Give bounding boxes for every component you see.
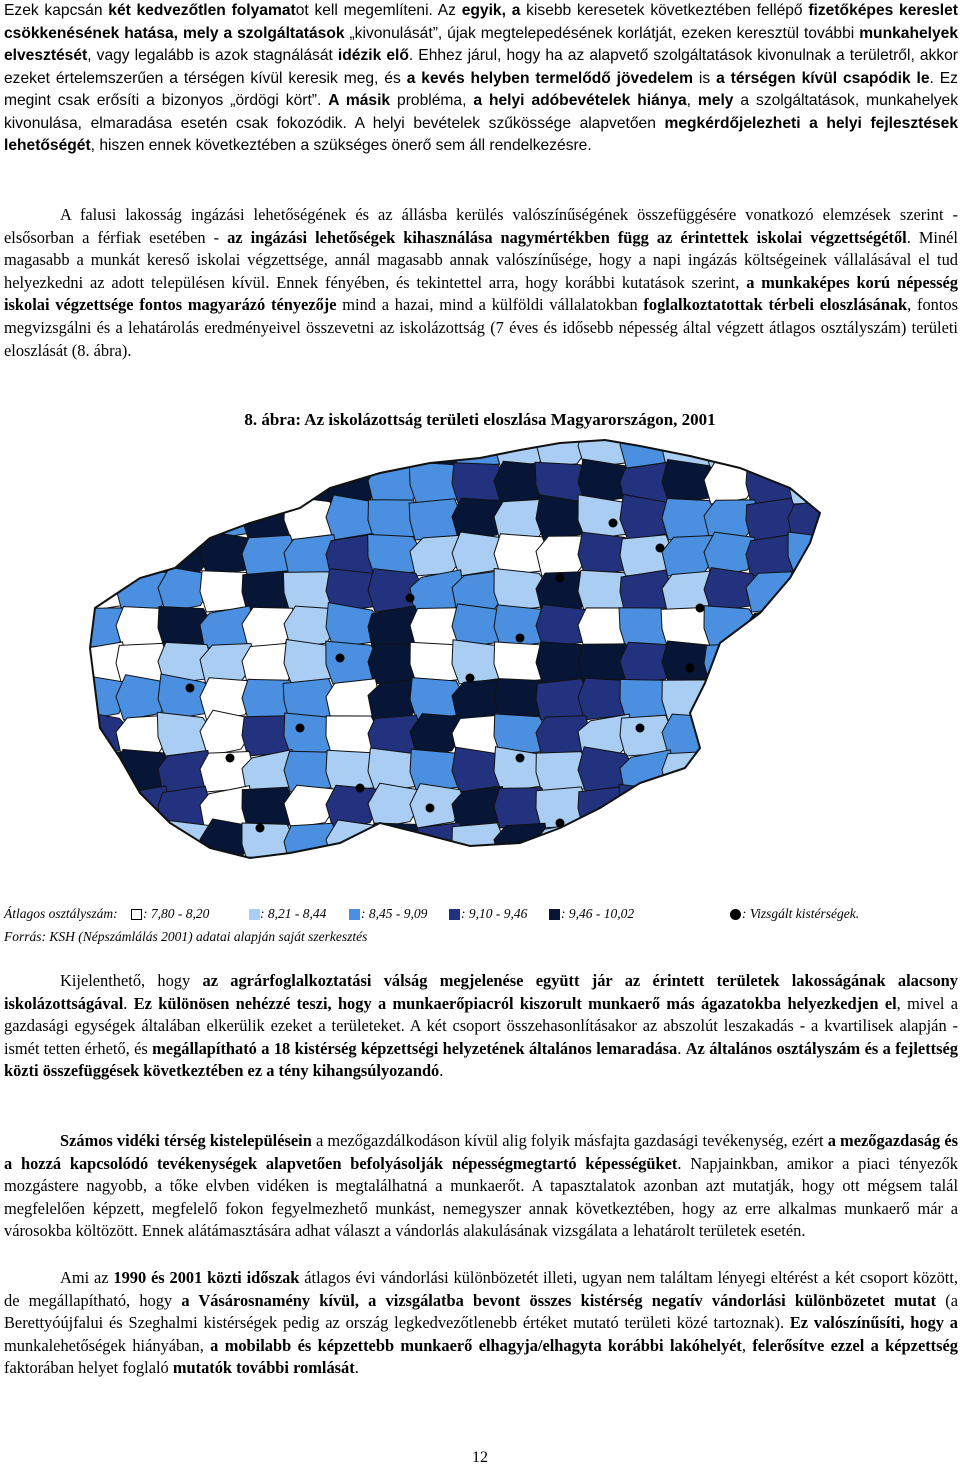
map-region xyxy=(368,854,422,898)
map-region xyxy=(368,894,422,898)
emphasis: mely xyxy=(697,92,734,109)
map-region xyxy=(74,494,128,540)
text-run: kisebb keresetek következtében fellépő xyxy=(520,2,809,19)
map-region xyxy=(746,823,800,864)
examined-region-marker xyxy=(426,804,435,813)
map-region xyxy=(620,857,674,898)
map-region xyxy=(242,463,296,504)
map-region xyxy=(704,822,758,864)
map-region xyxy=(830,460,884,504)
map-region xyxy=(620,894,674,898)
map-region xyxy=(746,642,800,684)
examined-region-marker xyxy=(556,819,565,828)
examined-region-marker xyxy=(556,574,565,583)
text-run: is xyxy=(692,69,717,87)
emphasis: két kedvezőtlen folyamat xyxy=(108,2,296,19)
map-region xyxy=(830,606,884,648)
legend-range-4: : 9,10 - 9,46 xyxy=(461,906,528,921)
page-number: 12 xyxy=(472,1449,488,1466)
map-region xyxy=(284,428,338,468)
map-region xyxy=(326,428,380,468)
map-region xyxy=(788,859,842,898)
map-region xyxy=(410,856,464,898)
emphasis: fizetőképes kereslet csökkenésének hatása, mely a szolgáltatások xyxy=(4,2,958,42)
map-region xyxy=(452,894,506,898)
map-legend xyxy=(4,906,958,926)
legend-range-1: : 7,80 - 8,20 xyxy=(143,906,210,921)
map-region xyxy=(830,823,884,864)
map-region xyxy=(74,895,128,898)
map-region xyxy=(788,820,842,864)
examined-region-marker xyxy=(516,754,525,763)
emphasis: Az általános osztályszám és a fejlettség közti összefüggések következtében ez a tény kihangsúlyozandó xyxy=(4,1038,958,1081)
map-region xyxy=(200,891,254,898)
text-run: . Ez megint csak erősíti a bizonyos „ördögi kört”. xyxy=(4,69,958,109)
text-run: . xyxy=(677,1038,686,1058)
legend-range-5: : 9,46 - 10,02 xyxy=(561,906,635,921)
text-run: . xyxy=(354,1358,359,1378)
emphasis: a mobilabb és képzettebb munkaerő elhagyja/elhagyta korábbi lakóhelyét xyxy=(210,1335,742,1355)
examined-region-marker xyxy=(636,724,645,733)
map-region xyxy=(830,643,884,684)
map-region xyxy=(704,788,758,828)
emphasis: megállapítható a 18 kistérség képzettségi helyzetének általános lemaradása xyxy=(152,1038,678,1058)
emphasis: Ez valószínűsíti, hogy a xyxy=(789,1313,958,1333)
map-region xyxy=(200,463,254,504)
map-region xyxy=(73,821,129,864)
map-region xyxy=(746,677,800,720)
map-region xyxy=(746,895,800,898)
map-region xyxy=(788,896,842,898)
map-region xyxy=(452,428,506,468)
examined-region-marker xyxy=(186,684,195,693)
map-region xyxy=(746,857,800,898)
map-region xyxy=(74,856,128,898)
map-region xyxy=(536,855,590,898)
text-run: Kijelenthető, hogy xyxy=(60,971,203,990)
text-run: „kivonulását”, újak megtelepedésének korlátját, ezeken keresztül további xyxy=(344,24,860,42)
examined-region-marker xyxy=(516,634,525,643)
map-region xyxy=(116,498,170,540)
map-region xyxy=(200,428,254,468)
emphasis: felerősítve ezzel a képzettség xyxy=(752,1335,958,1355)
map-region xyxy=(536,892,590,898)
text-run: . Ehhez járul, hogy ha az alapvető szolgáltatások kivonulnak a területről, akkor ezeket értelemszerűen a térségen kívül keresik meg, és xyxy=(4,47,958,87)
emphasis: egyik, a xyxy=(461,2,521,19)
map-region xyxy=(368,428,423,468)
map-region xyxy=(158,896,212,898)
text-run: . Napjainkban, amikor a piaci tényezők mozgástere nagyobb, a tőke elvben vidéken is megtalálhatná a munkaerőt. A tapasztalatok azonban azt mutatják, hogy ott mégsem talál megfelelően képzett, megfelelő fokon fegyelmezhető munkást, nemegyszer annak következtében, hogy az erre alkalmas munkaerő már a városokba költözött. Ennek alátámasztására adhat választ a vándorlás alakulásának vizsgálata a lehatárolt területek esetén. xyxy=(4,1153,958,1241)
map-region xyxy=(703,678,759,720)
figure-source: Forrás: KSH (Népszámlálás 2001) adatai alapján saját szerkesztés xyxy=(4,929,368,944)
map-region xyxy=(788,532,842,576)
map-region xyxy=(451,859,507,898)
map-region xyxy=(788,714,842,756)
emphasis: foglalkoztatottak térbeli eloszlásának xyxy=(643,295,908,315)
map-region xyxy=(662,680,716,720)
map-region xyxy=(578,859,632,898)
examined-region-marker xyxy=(226,754,235,763)
text-run: , mivel a gazdasági egységek általában elkerülik ezeket a területeket. A két csoport összehasonlításakor az abszolút leszakadás - a kvartilisek alapján - ismét tetten érhető, és xyxy=(4,993,959,1058)
map-region xyxy=(200,495,254,540)
map-region xyxy=(578,818,632,864)
map-region xyxy=(242,891,296,898)
paragraph-rural-economy xyxy=(4,1130,958,1243)
legend-range-2: : 8,21 - 8,44 xyxy=(260,906,327,921)
emphasis: munkahelyek elvesztését xyxy=(4,24,958,64)
map-region xyxy=(788,751,842,792)
emphasis: mutatók további romlását xyxy=(172,1358,355,1378)
map-region xyxy=(158,463,212,504)
map-region xyxy=(368,823,422,864)
paragraph-migration xyxy=(4,1267,958,1380)
emphasis: idézik elő xyxy=(337,47,409,64)
map-region xyxy=(829,857,884,898)
text-run: , fontos megvizsgálni és a lehatárolás eredményeivel összevetni az iskolázottság (7 éves és idősebb népesség által végzett átlagos osztályszám) területi eloszlását (8. ábra). xyxy=(4,295,958,360)
map-region xyxy=(746,428,800,468)
map-region xyxy=(74,536,128,576)
emphasis: a térségen kívül csapódik le xyxy=(716,69,930,87)
text-run: probléma, xyxy=(390,92,474,109)
map-region xyxy=(284,860,338,898)
map-region xyxy=(158,859,212,898)
map-region xyxy=(284,895,338,898)
text-run: (a Berettyóújfalui és Szeghalmi kistérségek pedig az ország legkedvezőtlenebb értéket mutató területi közé tartoznak). xyxy=(4,1290,958,1333)
emphasis: az agrárfoglalkoztatási válság megjelenése együtt jár az érintett területek lakosságának alacsony iskolázottságával xyxy=(4,971,958,1013)
text-run: mind a hazai, mind a külföldi vállalatokban xyxy=(336,295,644,315)
map-region xyxy=(116,859,170,898)
paragraph-services-withdrawal xyxy=(4,0,958,158)
examined-region-marker xyxy=(296,724,305,733)
text-run: a szolgáltatások, munkahelyek kivonulása, elmaradása esetén csak fokozódik. A helyi bevételek szűkössége alapvetően xyxy=(4,92,958,132)
map-region xyxy=(704,714,758,756)
emphasis: a helyi adóbevételek hiánya xyxy=(473,92,687,109)
map-region xyxy=(116,462,170,504)
paragraph-commuting xyxy=(4,204,958,362)
map-region xyxy=(830,498,884,540)
figure-title: 8. ábra: Az iskolázottság területi eloszlása Magyarországon, 2001 xyxy=(244,410,716,429)
map-region xyxy=(116,428,170,468)
map-region xyxy=(746,710,800,756)
map-region xyxy=(830,713,884,757)
legend-swatch-5 xyxy=(549,909,560,920)
map-region xyxy=(158,495,212,540)
map-region xyxy=(242,857,296,898)
examined-region-marker xyxy=(609,519,618,528)
map-region xyxy=(788,679,842,720)
legend-swatch-1 xyxy=(131,909,142,920)
map-region xyxy=(788,462,842,504)
map-region xyxy=(74,787,128,828)
legend-label: Átlagos osztályszám: xyxy=(4,906,118,921)
map-region xyxy=(830,751,884,792)
map-region xyxy=(493,895,549,898)
examined-region-marker xyxy=(696,604,705,613)
map-region xyxy=(830,428,884,468)
map-region xyxy=(662,822,716,865)
map-region xyxy=(788,602,842,648)
map-region xyxy=(116,534,170,576)
text-run: . xyxy=(439,1061,444,1081)
text-run: ot kell megemlíteni. Az xyxy=(295,2,462,19)
map-region xyxy=(704,752,758,792)
map-region xyxy=(116,823,170,864)
examined-region-marker xyxy=(336,654,345,663)
text-run: , xyxy=(741,1335,753,1355)
text-run: , hiszen ennek következtében a szükséges önerő sem áll rendelkezésre. xyxy=(90,137,592,154)
legend-swatch-2 xyxy=(249,909,260,920)
legend-swatch-4 xyxy=(449,909,460,920)
education-choropleth-map xyxy=(0,428,960,898)
examined-region-marker xyxy=(256,824,265,833)
map-region xyxy=(830,895,884,898)
map-region xyxy=(326,858,380,898)
map-region xyxy=(662,786,716,828)
text-run: . xyxy=(123,993,134,1013)
map-region xyxy=(620,822,674,864)
emphasis: a munkaképes korú népesség iskolai végzettsége fontos magyarázó tényezője xyxy=(4,272,959,315)
legend-swatch-3 xyxy=(349,909,360,920)
map-region xyxy=(830,571,884,612)
text-run: Ezek kapcsán xyxy=(4,2,109,19)
map-region xyxy=(704,859,758,898)
legend-range-3: : 8,45 - 9,09 xyxy=(361,906,428,921)
map-region xyxy=(788,783,842,828)
map-region xyxy=(788,428,842,468)
text-run: . Minél magasabb a munkát kereső iskolai végzettsége, annál magasabb annak valószínűsége, hogy a napi ingázás költségeinek vállalásával el tud helyezkedni az adott településen kívül. Ennek fényében, és tekintettel arra, hogy korábbi kutatások szerint, xyxy=(4,227,958,292)
map-region xyxy=(788,643,842,684)
examined-region-marker xyxy=(466,674,475,683)
examined-region-marker xyxy=(656,544,665,553)
examined-region-marker xyxy=(686,664,695,673)
map-region xyxy=(200,858,254,898)
map-region xyxy=(830,785,884,828)
map-region xyxy=(788,572,842,612)
map-region xyxy=(703,896,758,899)
paragraph-education-crisis xyxy=(4,970,958,1083)
legend-marker-label: : Vizsgált kistérségek. xyxy=(742,906,860,921)
text-run: , vagy legalább is azok stagnálását xyxy=(87,47,338,64)
examined-region-marker xyxy=(356,784,365,793)
map-region xyxy=(326,896,380,898)
text-run: A falusi lakosság ingázási lehetőségének és az állásba kerülés valószínűségének összefüggésére vonatkozó elemzések szerint - elsősorban a férfiak esetében - xyxy=(4,205,958,247)
emphasis: a Vásárosnamény kívül, a vizsgálatba bevont összes kistérség negatív vándorlási különbözetet mutat xyxy=(181,1290,937,1310)
text-run: faktorában helyet foglaló xyxy=(4,1358,173,1378)
map-region xyxy=(116,895,170,898)
map-region xyxy=(410,892,464,898)
map-region xyxy=(746,572,800,613)
emphasis: Ez különösen nehézzé teszi, hogy a munkaerőpiacról kiszorult munkaerő más ágazatokba helyezkedjen el xyxy=(133,993,897,1013)
map-region xyxy=(662,860,716,898)
map-region xyxy=(746,747,800,792)
emphasis: megkérdőjelezheti a helyi fejlesztések lehetőségét xyxy=(4,114,959,154)
map-region xyxy=(494,858,548,899)
emphasis: Számos vidéki térség kistelepülésein xyxy=(60,1131,312,1150)
text-run: a mezőgazdálkodáson kívül alig folyik másfajta gazdasági tevékenység, ezért xyxy=(311,1131,828,1150)
emphasis: A másik xyxy=(328,92,391,109)
emphasis: az ingázási lehetőségek kihasználása nagymértékben függ az érintettek iskolai végzettségétől xyxy=(227,227,907,247)
text-run: Ami az xyxy=(60,1268,114,1287)
emphasis: a mezőgazdaság és a hozzá kapcsolódó tevékenységek alapvetően befolyásolják népességmegtartó képességüket xyxy=(4,1131,958,1173)
text-run: átlagos évi vándorlási különbözetét illeti, ugyan nem találtam lényegi eltérést a két csoport között, de megállapítható, hogy xyxy=(4,1268,958,1310)
text-run: , xyxy=(686,92,698,109)
map-region xyxy=(158,428,212,468)
map-region xyxy=(830,678,884,720)
map-region xyxy=(830,535,884,576)
map-region xyxy=(662,894,716,898)
emphasis: 1990 és 2001 közti időszak xyxy=(113,1268,300,1287)
map-region xyxy=(704,606,758,648)
map-region xyxy=(578,896,632,898)
map-region xyxy=(662,751,716,792)
emphasis: a kevés helyben termelődő jövedelem xyxy=(406,69,693,87)
map-region xyxy=(746,786,800,828)
legend-marker-dot xyxy=(730,909,741,920)
text-run: munkalehetőségek hiányában, xyxy=(4,1335,211,1355)
examined-region-marker xyxy=(406,594,415,603)
map-region xyxy=(74,428,128,468)
map-region xyxy=(74,463,128,504)
map-region xyxy=(242,428,296,468)
